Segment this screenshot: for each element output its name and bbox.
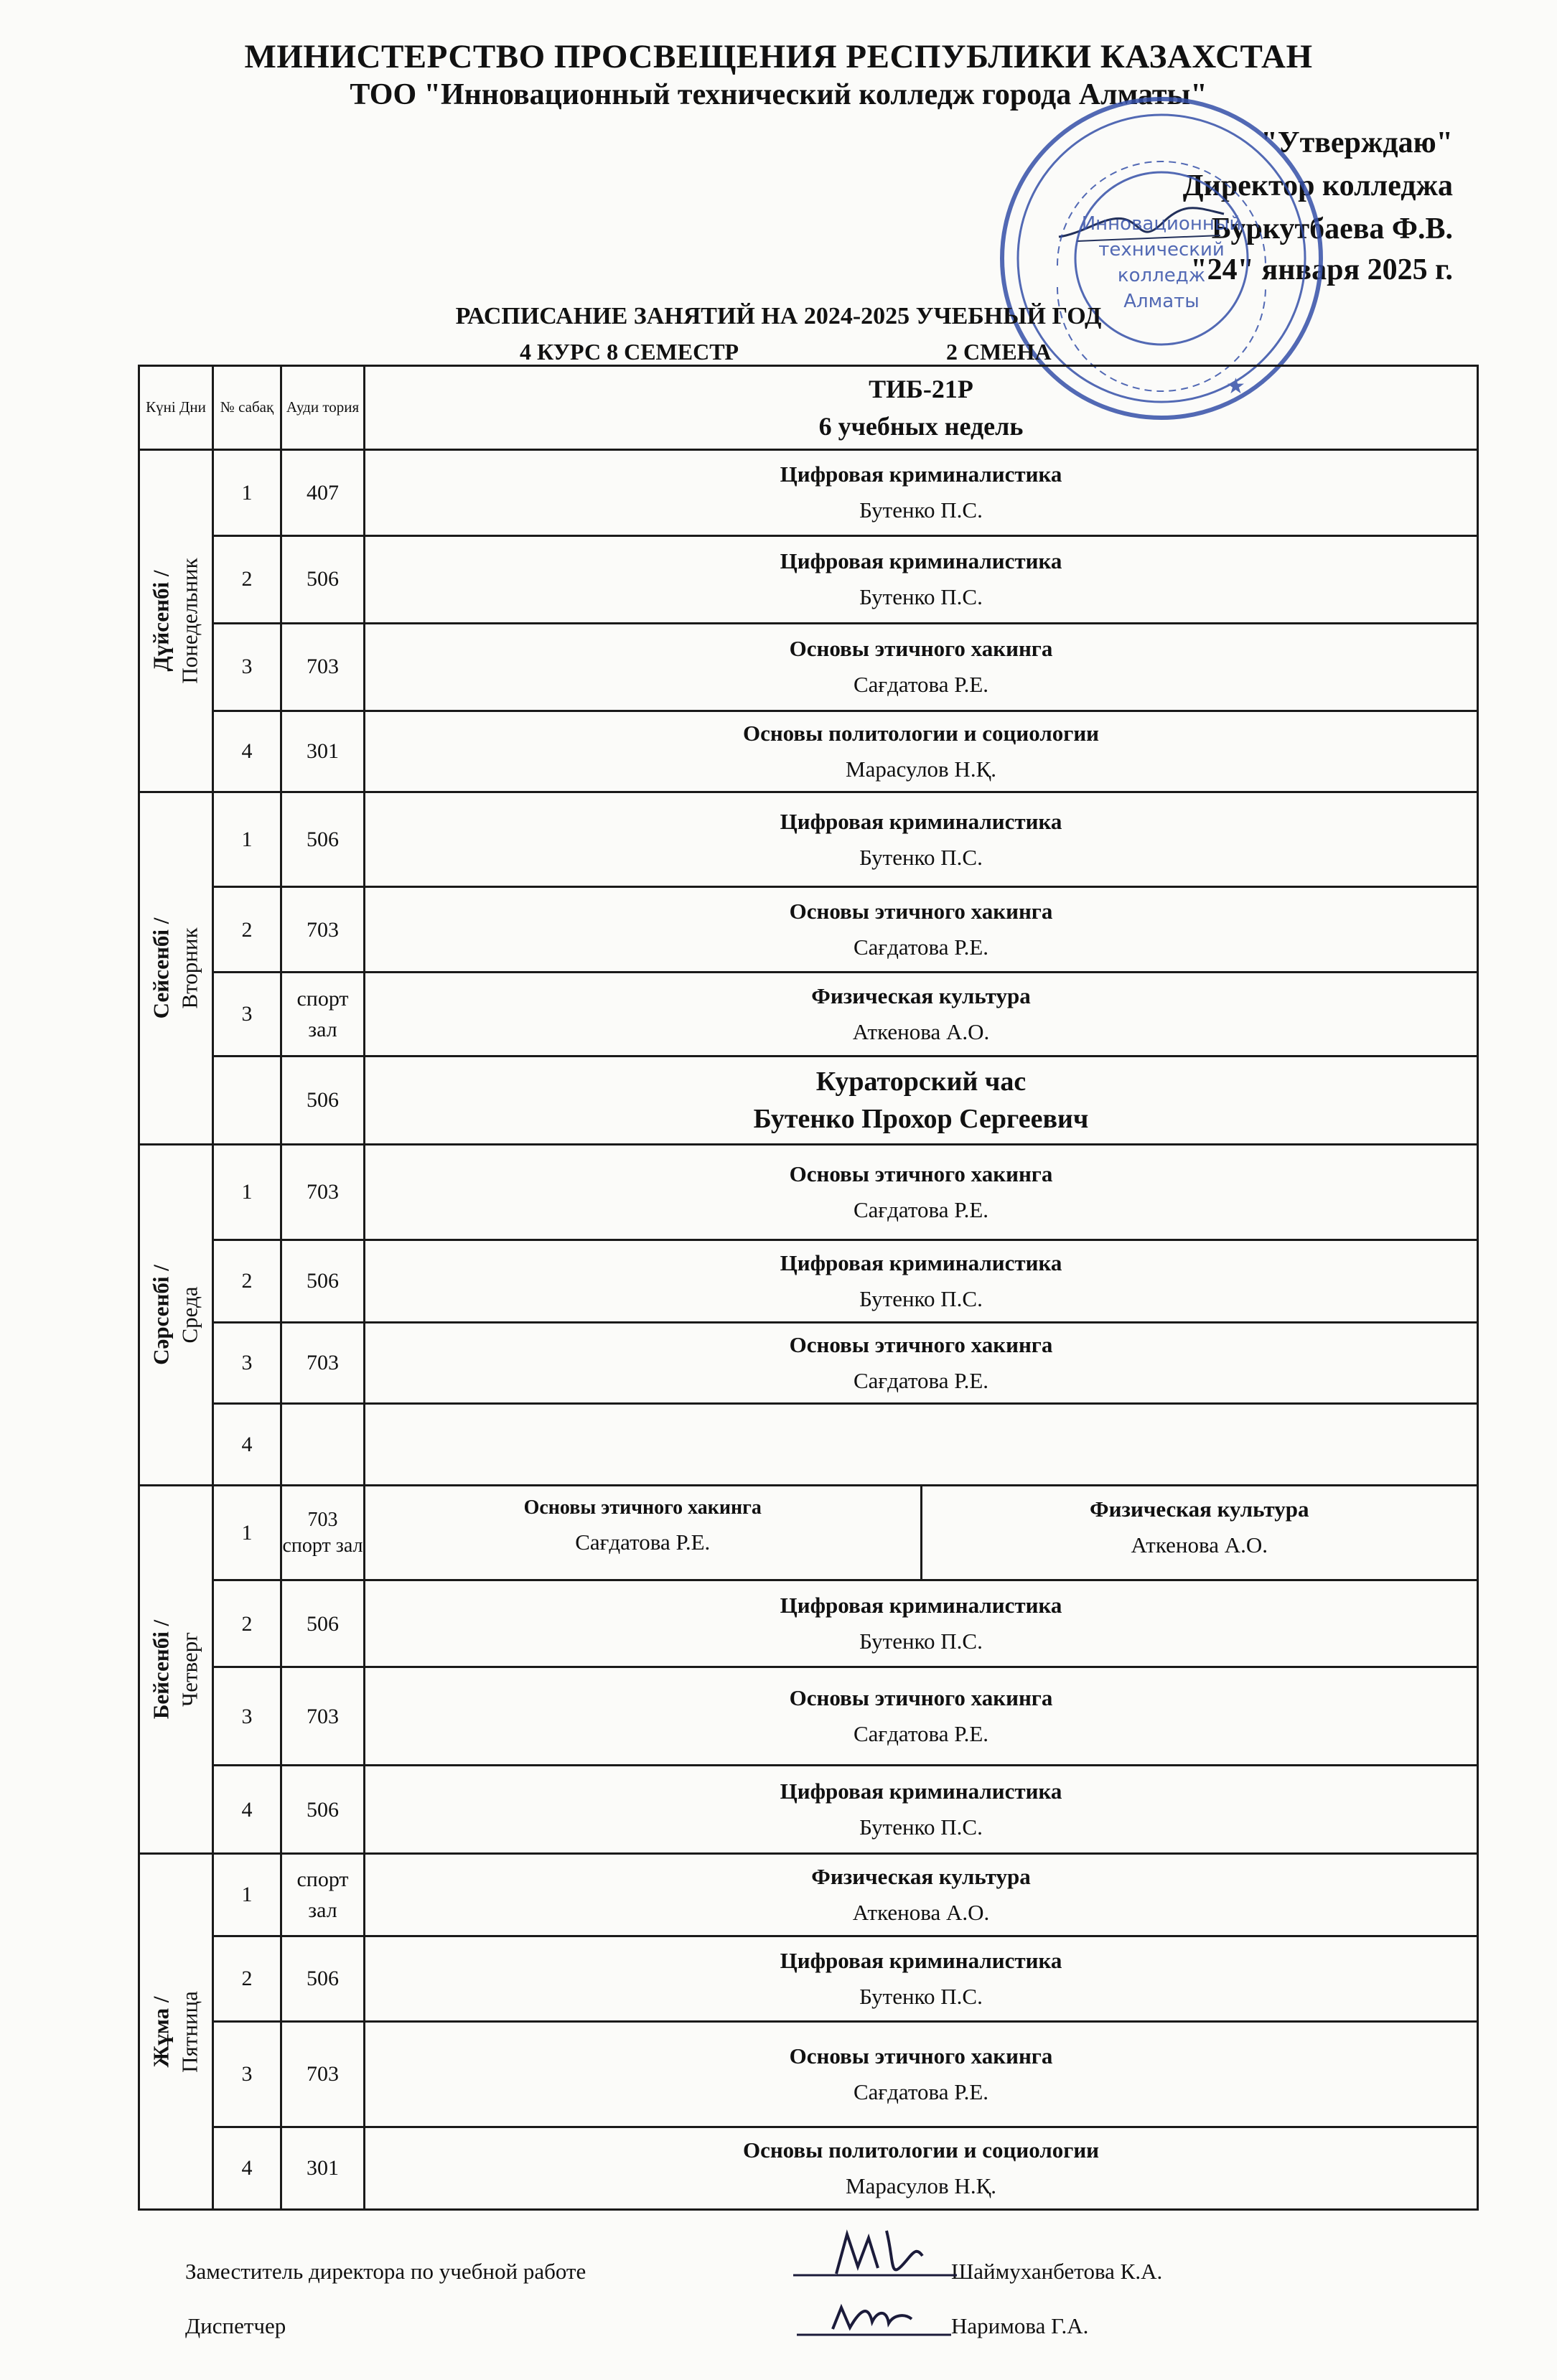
study-weeks: 6 учебных недель [818,411,1024,441]
room: 703 [281,1322,365,1403]
approval-position: Директор колледжа [1182,169,1453,202]
room: 506 [281,535,365,623]
teacher: Бутенко П.С. [859,844,983,870]
day-tuesday [139,792,213,1145]
teacher: Сағдатова Р.Е. [853,1721,989,1747]
room: 506 [281,1766,365,1854]
teacher: Сағдатова Р.Е. [853,934,989,960]
lesson-cell [365,2127,1478,2210]
lesson-cell [365,2021,1478,2127]
schedule-title: РАСПИСАНИЕ ЗАНЯТИЙ НА 2024-2025 УЧЕБНЫЙ ГОД [455,303,1102,329]
room: 506 [281,1580,365,1667]
table-header-row [139,366,1478,450]
approval-caption: "Утверждаю" [1261,126,1453,159]
lesson-number: 2 [213,887,281,973]
lesson-cell [365,1936,1478,2022]
teacher: Бутенко П.С. [859,497,983,523]
lesson-number: 3 [213,2021,281,2127]
subject: Цифровая криминалистика [780,1779,1062,1804]
room: 703 [281,2021,365,2127]
subject: Основы этичного хакинга [789,1161,1053,1186]
table-row [139,973,1478,1057]
teacher: Сағдатова Р.Е. [853,672,989,698]
day-kz: Сейсенбі / [148,917,174,1019]
room: 506 [281,1057,365,1145]
subject: Основы политологии и социологии [742,720,1100,746]
table-row [139,535,1478,623]
ministry-name: МИНИСТЕРСТВО ПРОСВЕЩЕНИЯ РЕСПУБЛИКИ КАЗАХСТАН [244,38,1313,75]
header-group [365,366,1478,450]
day-kz: Дүйсенбі / [148,570,174,672]
lesson-number: 2 [213,1240,281,1322]
table-row [139,887,1478,973]
table-row [139,792,1478,887]
table-row [139,1486,1478,1580]
teacher: Аткенова А.О. [852,1019,990,1045]
lesson-cell [365,1580,1478,1667]
teacher: Сағдатова Р.Е. [853,1367,989,1393]
teacher: Сағдатова Р.Е. [853,2079,989,2104]
lesson-cell [365,1240,1478,1322]
subject: Основы этичного хакинга [523,1496,762,1519]
lesson-cell [365,887,1478,973]
lesson-number: 1 [213,792,281,887]
lesson-number: 1 [213,1144,281,1240]
lesson-cell [365,623,1478,711]
table-row [139,711,1478,792]
stamp-line-1: Инновационный [1081,213,1242,235]
split-left [365,1486,920,1579]
day-ru: Понедельник [177,558,202,684]
lesson-number: 1 [213,1854,281,1936]
subject: Цифровая криминалистика [780,808,1062,834]
teacher: Бутенко П.С. [859,1629,983,1654]
header-room: Ауди тория [281,366,365,450]
room: спорт зал [281,1854,365,1936]
room: 506 [281,1240,365,1322]
lesson-cell [365,1854,1478,1936]
lesson-number: 2 [213,1936,281,2022]
table-row [139,2127,1478,2210]
lesson-number: 1 [213,449,281,535]
room: 407 [281,449,365,535]
day-monday [139,449,213,792]
deputy-role: Заместитель директора по учебной работе [185,2259,586,2284]
room: 703 спорт зал [281,1486,365,1580]
lesson-number: 3 [213,1667,281,1766]
table-row [139,623,1478,711]
curator-row [139,1057,1478,1145]
table-row [139,1403,1478,1486]
lesson-cell [365,1403,1478,1486]
lesson-number: 4 [213,2127,281,2210]
teacher: Бутенко П.С. [859,1285,983,1311]
lesson-cell [365,1322,1478,1403]
split-lesson-cell [365,1486,1478,1580]
subject: Цифровая криминалистика [780,462,1062,487]
day-wednesday [139,1144,213,1485]
lesson-cell [365,792,1478,887]
teacher: Марасулов Н.Қ. [846,2173,996,2198]
table-row [139,1936,1478,2022]
subject: Цифровая криминалистика [780,1250,1062,1275]
lesson-number: 2 [213,535,281,623]
room: 301 [281,711,365,792]
subject: Основы политологии и социологии [742,2137,1100,2163]
subject: Физическая культура [811,1864,1031,1890]
lesson-cell [365,711,1478,792]
subject: Основы этичного хакинга [789,2043,1053,2069]
table-row [139,1144,1478,1240]
schedule-table [138,365,1479,2211]
teacher: Сағдатова Р.Е. [853,1196,989,1222]
lesson-number: 3 [213,973,281,1057]
day-kz: Сәрсенбі / [148,1265,174,1365]
room [281,1403,365,1486]
subject: Основы этичного хакинга [789,1685,1053,1711]
day-ru: Среда [177,1286,202,1344]
teacher: Аткенова А.О. [1131,1532,1268,1558]
approval-date: "24" января 2025 г. [1190,253,1453,286]
lesson-cell [365,1766,1478,1854]
room: 703 [281,623,365,711]
stamp-line-2: технический [1098,239,1225,261]
lesson-number: 4 [213,1403,281,1486]
lesson-cell [365,449,1478,535]
lesson-number: 4 [213,711,281,792]
table-row [139,449,1478,535]
subject: Физическая культура [811,983,1031,1009]
teacher: Бутенко П.С. [859,1983,983,2009]
stamp-line-3: колледж [1117,265,1206,286]
table-row [139,1580,1478,1667]
room: 506 [281,1936,365,2022]
day-ru: Пятница [177,1990,202,2073]
lesson-number: 3 [213,1322,281,1403]
table-row [139,1240,1478,1322]
split-right [920,1486,1477,1579]
subject: Цифровая криминалистика [780,1947,1062,1973]
teacher: Аткенова А.О. [852,1900,990,1926]
header-lesson: № сабақ [213,366,281,450]
table-row [139,2021,1478,2127]
day-friday [139,1854,213,2210]
course-semester: 4 КУРС 8 СЕМЕСТР [520,339,739,365]
deputy-signature [793,2216,958,2288]
day-kz: Жұма / [148,1996,174,2068]
day-thursday [139,1486,213,1854]
lesson-number: 1 [213,1486,281,1580]
shift-label: 2 СМЕНА [946,339,1052,365]
organization-name: ТОО "Инновационный технический колледж города Алматы" [350,78,1207,111]
room: 506 [281,792,365,887]
subject: Основы этичного хакинга [789,899,1053,924]
subject: Физическая культура [1090,1496,1309,1522]
teacher: Бутенко П.С. [859,584,983,610]
lesson-cell [365,1144,1478,1240]
curator-title: Кураторский час [815,1066,1027,1097]
room: спорт зал [281,973,365,1057]
table-row [139,1322,1478,1403]
empty-cell [213,1057,281,1145]
subject: Цифровая криминалистика [780,548,1062,574]
deputy-name: Шаймуханбетова К.А. [951,2259,1163,2284]
svg-text:★: ★ [1226,374,1245,399]
stamp-line-4: Алматы [1123,291,1200,312]
approval-name: Буркутбаева Ф.В. [1211,212,1453,245]
dispatcher-signature [797,2293,955,2343]
room: 703 [281,887,365,973]
room: 703 [281,1667,365,1766]
dispatcher-role: Диспетчер [185,2313,286,2338]
teacher: Бутенко П.С. [859,1814,983,1840]
group-name: ТИБ-21Р [869,374,973,403]
lesson-number: 4 [213,1766,281,1854]
lesson-cell [365,973,1478,1057]
lesson-cell [365,1667,1478,1766]
table-row [139,1766,1478,1854]
subject: Основы этичного хакинга [789,1331,1053,1357]
teacher: Сағдатова Р.Е. [575,1529,711,1555]
curator-name: Бутенко Прохор Сергеевич [753,1104,1089,1134]
dispatcher-name: Наримова Г.А. [951,2313,1089,2338]
day-ru: Четверг [177,1632,202,1707]
lesson-cell [365,535,1478,623]
header-day: Күні Дни [139,366,213,450]
curator-cell [365,1057,1478,1145]
teacher: Марасулов Н.Қ. [846,756,996,782]
day-kz: Бейсенбі / [148,1620,174,1720]
lesson-number: 2 [213,1580,281,1667]
day-ru: Вторник [177,927,202,1009]
table-row [139,1667,1478,1766]
room: 301 [281,2127,365,2210]
subject: Цифровая криминалистика [780,1593,1062,1618]
room: 703 [281,1144,365,1240]
lesson-number: 3 [213,623,281,711]
subject: Основы этичного хакинга [789,636,1053,662]
table-row [139,1854,1478,1936]
